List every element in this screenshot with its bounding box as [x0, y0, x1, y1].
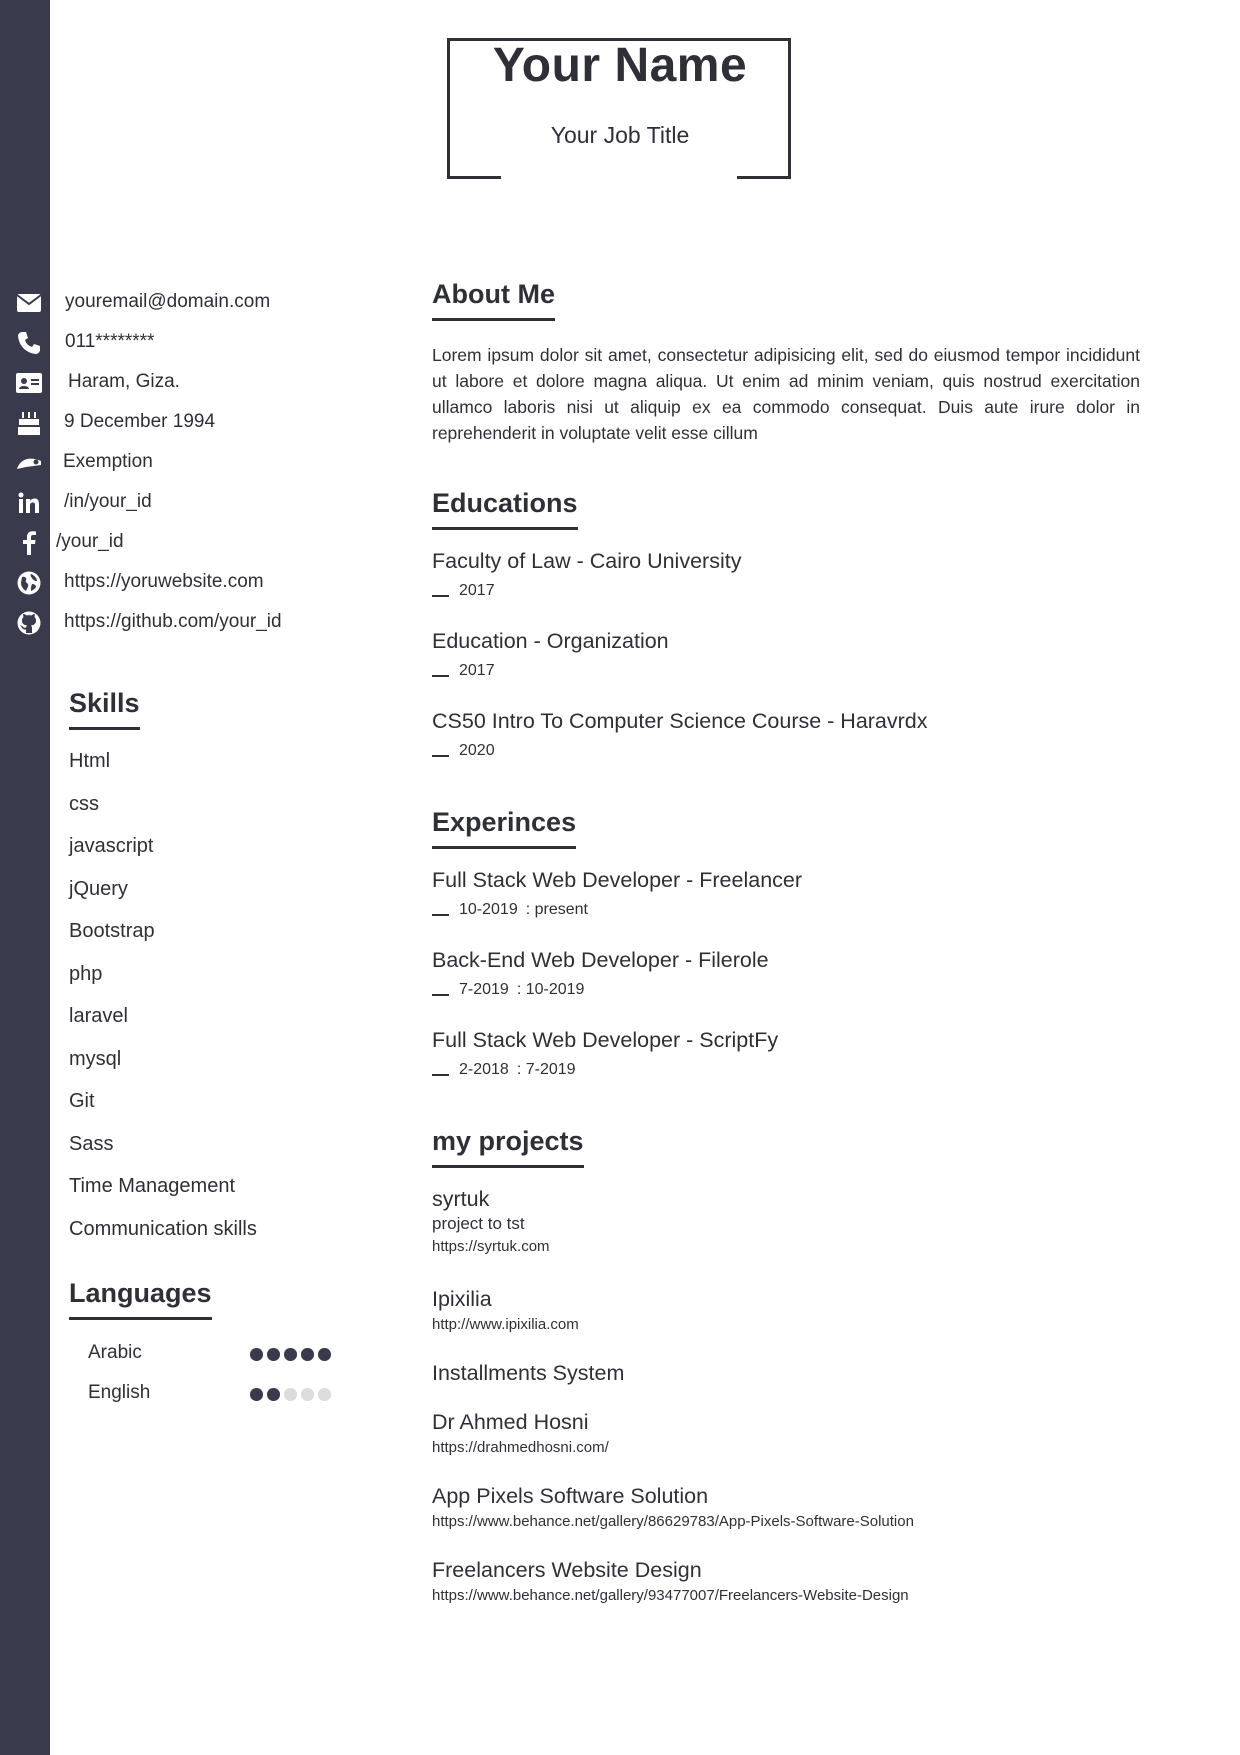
experience-entry [432, 1028, 778, 1079]
level-dot-filled [318, 1348, 331, 1361]
language-row [88, 1382, 388, 1412]
education-title: Faculty of Law - Cairo University [432, 549, 742, 573]
skill-item: Html [69, 750, 111, 772]
experiences-title: Experinces [432, 807, 576, 849]
level-dot-empty [284, 1388, 297, 1401]
experience-end: : 10-2019 [516, 981, 585, 998]
job-title: Your Job Title [550, 122, 690, 148]
contact-birthday-text: 9 December 1994 [64, 411, 216, 432]
globe-icon [16, 570, 42, 596]
language-row [88, 1342, 388, 1372]
facebook-icon [16, 530, 42, 556]
project-link[interactable]: https://www.behance.net/gallery/86629783/App-Pixels-Software-Solution [432, 1513, 914, 1530]
contact-website-text[interactable]: https://yoruwebsite.com [64, 571, 264, 592]
project-title: Ipixilia [432, 1287, 492, 1311]
project-entry [432, 1287, 579, 1333]
about-text: Lorem ipsum dolor sit amet, consectetur adipisicing elit, sed do eiusmod tempor incididunt ut labore et dolore magna aliqua. Ut enim ad minim veniam, quis nostrud exercitation ullamco laboris nisi ut aliquip ex ea commodo consequat. Duis aute irure dolor in reprehenderit in voluptate velit esse cillum [432, 345, 1140, 443]
education-title: CS50 Intro To Computer Science Course - Haravrdx [432, 709, 928, 733]
phone-icon [16, 330, 42, 356]
contact-birthday [0, 405, 380, 445]
language-level [250, 1348, 331, 1361]
education-entry [432, 709, 928, 760]
skill-item: php [69, 962, 103, 985]
contact-website [0, 565, 380, 605]
experience-dates [432, 901, 802, 919]
skills-title: Skills [69, 688, 140, 730]
full-name: Your Name [492, 39, 748, 92]
birthday-cake-icon [16, 410, 42, 436]
experience-title: Full Stack Web Developer - ScriptFy [432, 1028, 779, 1052]
project-link[interactable]: https://drahmedhosni.com/ [432, 1439, 609, 1456]
experience-end: : 7-2019 [516, 1061, 576, 1078]
experience-title: Full Stack Web Developer - Freelancer [432, 868, 803, 892]
project-title: syrtuk [432, 1187, 490, 1211]
languages-title: Languages [69, 1278, 212, 1320]
skill-item: Bootstrap [69, 920, 155, 942]
experience-dates [432, 981, 769, 999]
sidebar-strip [0, 0, 50, 1755]
contact-address-text: Haram, Giza. [68, 371, 180, 392]
project-entry [432, 1410, 609, 1456]
skill-item: Git [69, 1090, 95, 1112]
contact-list [0, 285, 380, 645]
level-dot-filled [250, 1388, 263, 1401]
contact-linkedin [0, 485, 380, 525]
project-title: Dr Ahmed Hosni [432, 1410, 589, 1434]
about-title: About Me [432, 279, 555, 321]
experience-end: : present [525, 901, 588, 918]
contact-github [0, 605, 380, 645]
level-dot-empty [301, 1388, 314, 1401]
project-link[interactable]: https://syrtuk.com [432, 1238, 550, 1255]
level-dot-filled [267, 1348, 280, 1361]
project-entry [432, 1187, 550, 1255]
language-level [250, 1388, 331, 1401]
skill-item: Sass [69, 1132, 114, 1155]
project-entry [432, 1484, 914, 1530]
education-entry [432, 629, 669, 680]
projects-title: my projects [432, 1126, 584, 1168]
contact-linkedin-text[interactable]: /in/your_id [64, 491, 152, 512]
contact-github-text[interactable]: https://github.com/your_id [64, 611, 282, 632]
skill-item: mysql [69, 1047, 122, 1070]
skill-item: laravel [69, 1005, 128, 1027]
project-title: Freelancers Website Design [432, 1558, 702, 1582]
skill-item: jQuery [69, 877, 128, 900]
project-title: App Pixels Software Solution [432, 1484, 709, 1508]
contact-address [0, 365, 380, 405]
experience-dates [432, 1061, 778, 1079]
education-title: Education - Organization [432, 629, 669, 653]
github-icon [16, 610, 42, 636]
project-link[interactable]: https://www.behance.net/gallery/93477007/Freelancers-Website-Design [432, 1587, 909, 1604]
linkedin-icon [16, 490, 42, 516]
level-dot-filled [250, 1348, 263, 1361]
project-entry [432, 1558, 909, 1604]
language-name: Arabic [88, 1342, 142, 1363]
level-dot-filled [301, 1348, 314, 1361]
experience-start: 7-2019 [459, 981, 509, 998]
contact-facebook [0, 525, 380, 565]
experience-start: 10-2019 [459, 901, 518, 918]
education-date: 2020 [432, 742, 928, 760]
skill-item: javascript [69, 835, 154, 857]
contact-military-text: Exemption [63, 451, 153, 472]
experience-title: Back-End Web Developer - Filerole [432, 948, 769, 972]
educations-title: Educations [432, 488, 578, 530]
project-entry [432, 1361, 624, 1386]
experience-entry [432, 948, 769, 999]
contact-phone [0, 325, 380, 365]
skill-item: css [69, 792, 99, 815]
experience-entry [432, 868, 802, 919]
project-title: Installments System [432, 1361, 625, 1385]
language-name: English [88, 1382, 151, 1403]
contact-military [0, 445, 380, 485]
military-cap-icon [16, 450, 42, 476]
skill-item: Time Management [69, 1175, 235, 1197]
contact-email-text[interactable]: youremail@domain.com [65, 291, 271, 312]
level-dot-filled [284, 1348, 297, 1361]
contact-email [0, 285, 380, 325]
project-description: project to tst [432, 1214, 525, 1233]
contact-phone-text: 011******** [65, 331, 155, 352]
level-dot-filled [267, 1388, 280, 1401]
id-card-icon [16, 370, 42, 396]
envelope-icon [16, 290, 42, 316]
education-date: 2017 [432, 662, 669, 680]
project-link[interactable]: http://www.ipixilia.com [432, 1316, 579, 1333]
education-entry [432, 549, 741, 600]
level-dot-empty [318, 1388, 331, 1401]
contact-facebook-text[interactable]: /your_id [56, 531, 124, 552]
skills-list [69, 750, 257, 1260]
skill-item: Communication skills [69, 1217, 257, 1240]
education-date: 2017 [432, 582, 741, 600]
experience-start: 2-2018 [459, 1061, 509, 1078]
